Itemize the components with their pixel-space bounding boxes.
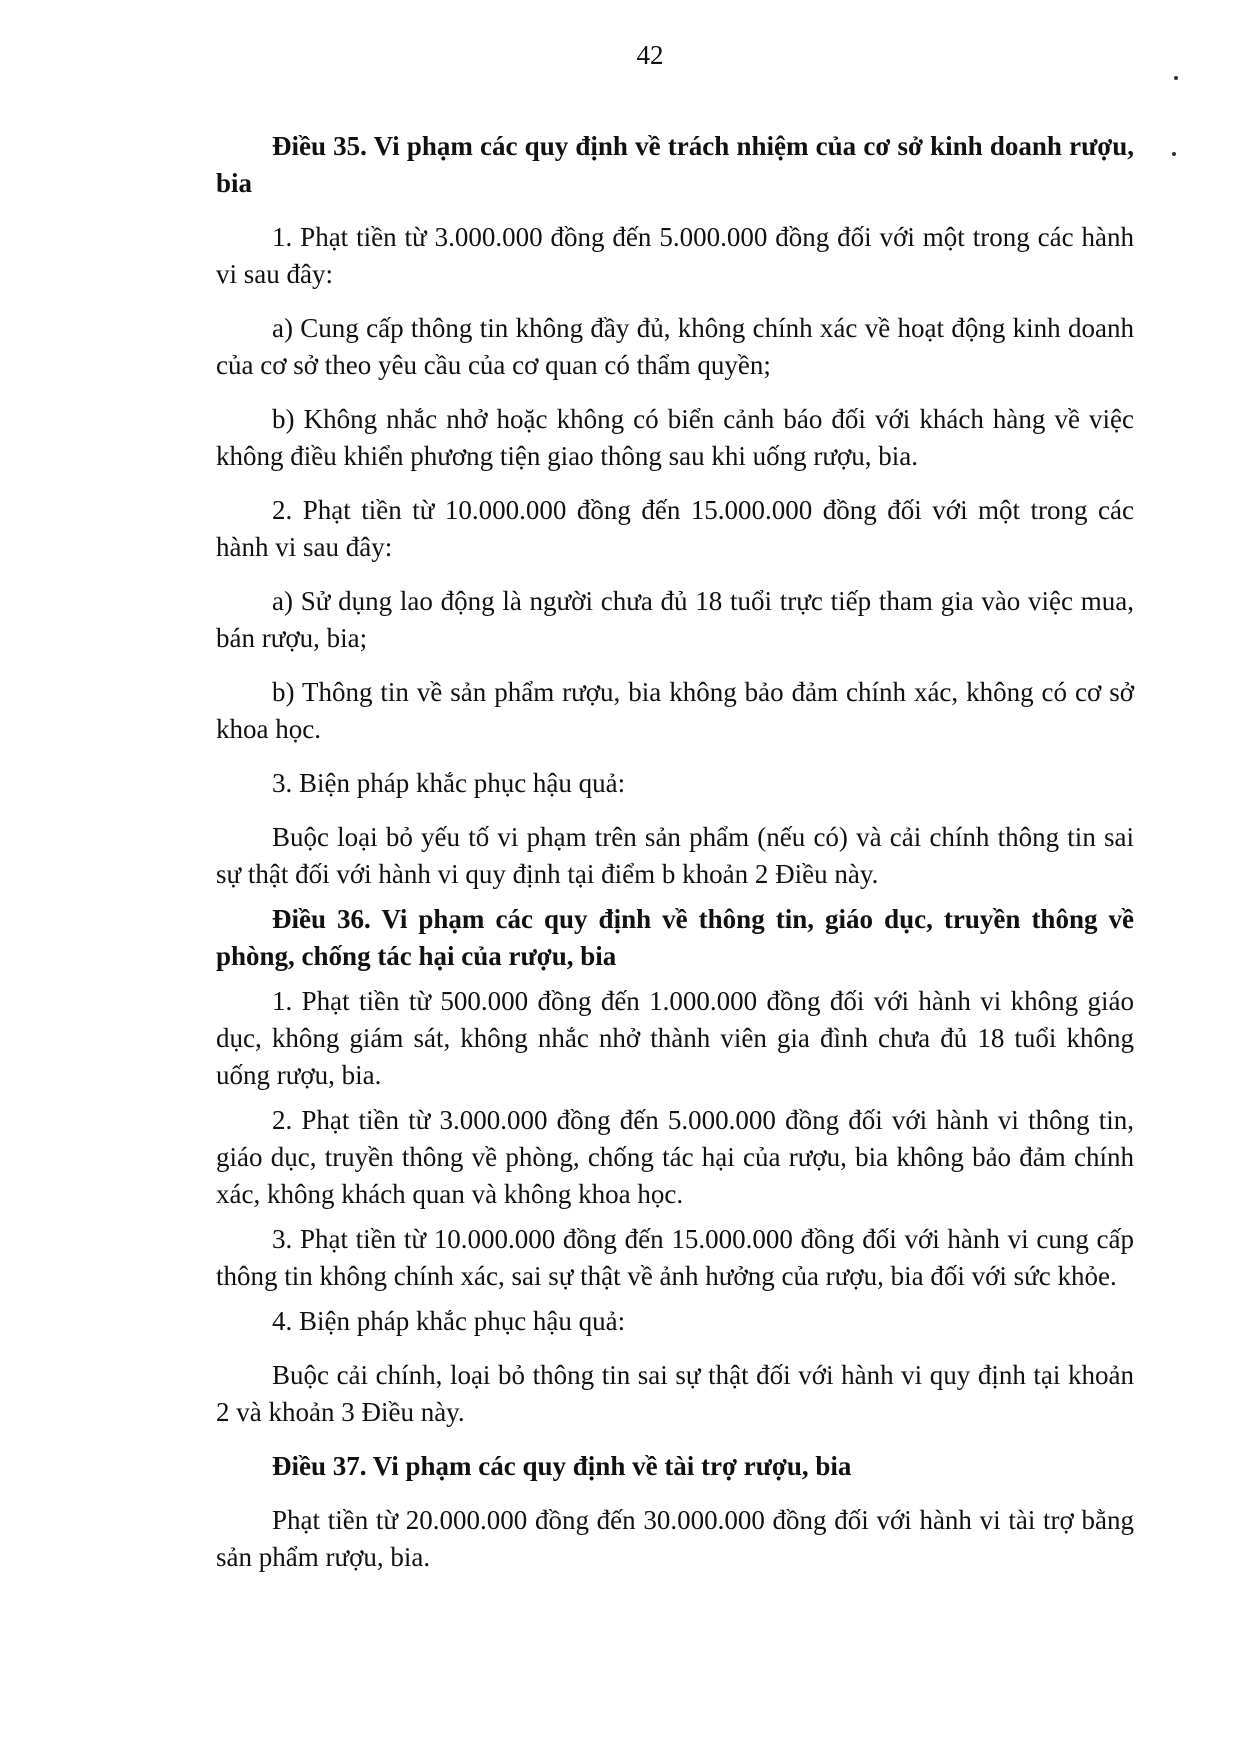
paragraph: 2. Phạt tiền từ 10.000.000 đồng đến 15.000.000 đồng đối với một trong các hành vi sau đây: <box>216 495 1134 562</box>
article-36 <box>216 901 1134 1431</box>
paragraph: Phạt tiền từ 20.000.000 đồng đến 30.000.000 đồng đối với hành vi tài trợ bằng sản phẩm rượu, bia. <box>216 1505 1134 1572</box>
paragraph: 4. Biện pháp khắc phục hậu quả: <box>272 1306 626 1336</box>
paragraph: 1. Phạt tiền từ 3.000.000 đồng đến 5.000.000 đồng đối với một trong các hành vi sau đây: <box>216 222 1134 289</box>
paragraph: 1. Phạt tiền từ 500.000 đồng đến 1.000.000 đồng đối với hành vi không giáo dục, không giám sát, không nhắc nhở thành viên gia đình chưa đủ 18 tuổi không uống rượu, bia. <box>216 986 1134 1090</box>
paragraph: 3. Phạt tiền từ 10.000.000 đồng đến 15.000.000 đồng đối với hành vi cung cấp thông tin không chính xác, sai sự thật về ảnh hưởng của rượu, bia đối với sức khỏe. <box>216 1224 1134 1291</box>
scan-speck <box>1172 152 1176 156</box>
article-heading: Điều 35. Vi phạm các quy định về trách nhiệm của cơ sở kinh doanh rượu, bia <box>216 131 1134 198</box>
paragraph: a) Sử dụng lao động là người chưa đủ 18 tuổi trực tiếp tham gia vào việc mua, bán rượu, bia; <box>216 586 1134 653</box>
article-heading: Điều 37. Vi phạm các quy định về tài trợ rượu, bia <box>272 1451 852 1481</box>
paragraph: 2. Phạt tiền từ 3.000.000 đồng đến 5.000.000 đồng đối với hành vi thông tin, giáo dục, truyền thông về phòng, chống tác hại của rượu, bia không bảo đảm chính xác, không khách quan và không khoa học. <box>216 1105 1134 1209</box>
paragraph: b) Thông tin về sản phẩm rượu, bia không bảo đảm chính xác, không có cơ sở khoa học. <box>216 677 1134 744</box>
article-35 <box>216 128 1134 893</box>
article-37 <box>216 1448 1134 1576</box>
page-number: 42 <box>636 40 664 70</box>
paragraph: 3. Biện pháp khắc phục hậu quả: <box>272 768 626 798</box>
paragraph: Buộc cải chính, loại bỏ thông tin sai sự thật đối với hành vi quy định tại khoản 2 và khoản 3 Điều này. <box>216 1360 1134 1427</box>
scan-speck <box>1174 76 1178 80</box>
article-heading: Điều 36. Vi phạm các quy định về thông tin, giáo dục, truyền thông về phòng, chống tác hại của rượu, bia <box>216 904 1134 971</box>
paragraph: a) Cung cấp thông tin không đầy đủ, không chính xác về hoạt động kinh doanh của cơ sở theo yêu cầu của cơ quan có thẩm quyền; <box>216 313 1134 380</box>
paragraph: Buộc loại bỏ yếu tố vi phạm trên sản phẩm (nếu có) và cải chính thông tin sai sự thật đối với hành vi quy định tại điểm b khoản 2 Điều này. <box>216 822 1134 889</box>
document-body <box>216 128 1134 1593</box>
paragraph: b) Không nhắc nhở hoặc không có biển cảnh báo đối với khách hàng về việc không điều khiển phương tiện giao thông sau khi uống rượu, bia. <box>216 404 1134 471</box>
